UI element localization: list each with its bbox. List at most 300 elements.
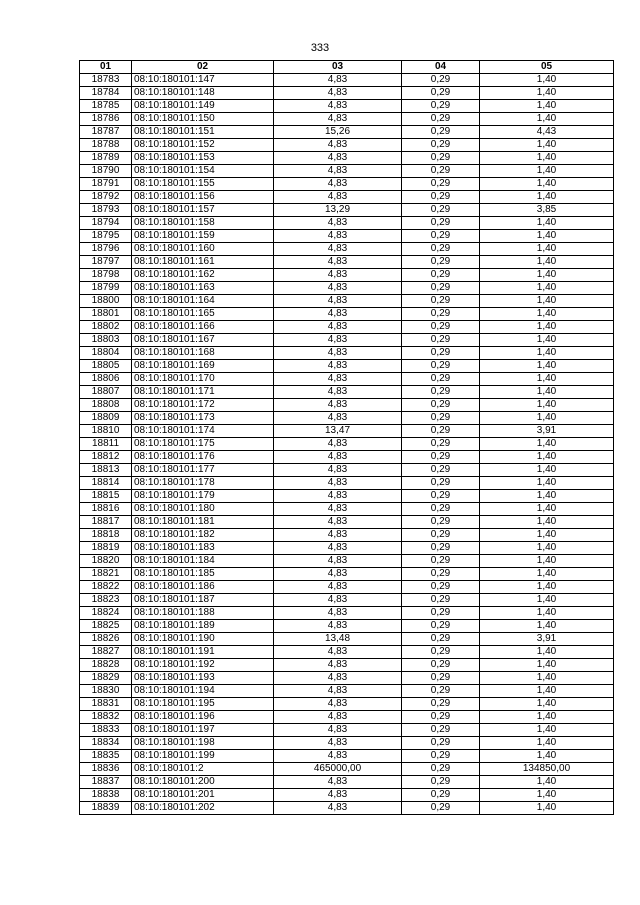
value-04-cell: 0,29 — [402, 126, 480, 139]
row-id-cell: 18830 — [80, 685, 132, 698]
cadastral-number-cell: 08:10:180101:159 — [132, 230, 274, 243]
value-04-cell: 0,29 — [402, 516, 480, 529]
row-id-cell: 18821 — [80, 568, 132, 581]
value-05-cell: 1,40 — [480, 87, 614, 100]
value-04-cell: 0,29 — [402, 334, 480, 347]
table-row — [80, 802, 614, 815]
value-05-cell: 1,40 — [480, 373, 614, 386]
row-id-cell: 18827 — [80, 646, 132, 659]
value-04-cell: 0,29 — [402, 672, 480, 685]
table-row — [80, 399, 614, 412]
value-03-cell: 4,83 — [274, 724, 402, 737]
value-04-cell: 0,29 — [402, 308, 480, 321]
table-row — [80, 334, 614, 347]
table-row — [80, 269, 614, 282]
row-id-cell: 18790 — [80, 165, 132, 178]
page-number: 333 — [310, 42, 330, 54]
value-05-cell: 1,40 — [480, 802, 614, 815]
value-05-cell: 1,40 — [480, 386, 614, 399]
row-id-cell: 18816 — [80, 503, 132, 516]
value-05-cell: 1,40 — [480, 321, 614, 334]
value-05-cell: 1,40 — [480, 646, 614, 659]
value-03-cell: 4,83 — [274, 503, 402, 516]
row-id-cell: 18793 — [80, 204, 132, 217]
value-03-cell: 4,83 — [274, 139, 402, 152]
value-03-cell: 4,83 — [274, 607, 402, 620]
value-04-cell: 0,29 — [402, 295, 480, 308]
value-03-cell: 4,83 — [274, 282, 402, 295]
table-row — [80, 100, 614, 113]
row-id-cell: 18822 — [80, 581, 132, 594]
value-05-cell: 1,40 — [480, 490, 614, 503]
cadastral-number-cell: 08:10:180101:162 — [132, 269, 274, 282]
table-row — [80, 412, 614, 425]
value-04-cell: 0,29 — [402, 217, 480, 230]
value-03-cell: 4,83 — [274, 737, 402, 750]
table-row — [80, 74, 614, 87]
cadastral-number-cell: 08:10:180101:202 — [132, 802, 274, 815]
cadastral-number-cell: 08:10:180101:189 — [132, 620, 274, 633]
value-03-cell: 4,83 — [274, 295, 402, 308]
row-id-cell: 18799 — [80, 282, 132, 295]
cadastral-number-cell: 08:10:180101:195 — [132, 698, 274, 711]
table-row — [80, 516, 614, 529]
value-03-cell: 4,83 — [274, 217, 402, 230]
value-04-cell: 0,29 — [402, 204, 480, 217]
value-03-cell: 4,83 — [274, 659, 402, 672]
value-04-cell: 0,29 — [402, 698, 480, 711]
cadastral-number-cell: 08:10:180101:182 — [132, 529, 274, 542]
value-04-cell: 0,29 — [402, 282, 480, 295]
row-id-cell: 18815 — [80, 490, 132, 503]
value-04-cell: 0,29 — [402, 100, 480, 113]
row-id-cell: 18803 — [80, 334, 132, 347]
value-04-cell: 0,29 — [402, 763, 480, 776]
value-05-cell: 1,40 — [480, 776, 614, 789]
row-id-cell: 18791 — [80, 178, 132, 191]
value-04-cell: 0,29 — [402, 152, 480, 165]
value-05-cell: 1,40 — [480, 477, 614, 490]
value-04-cell: 0,29 — [402, 412, 480, 425]
cadastral-number-cell: 08:10:180101:178 — [132, 477, 274, 490]
value-03-cell: 4,83 — [274, 399, 402, 412]
value-05-cell: 1,40 — [480, 620, 614, 633]
value-05-cell: 1,40 — [480, 308, 614, 321]
value-03-cell: 4,83 — [274, 230, 402, 243]
table-row — [80, 737, 614, 750]
table-row — [80, 529, 614, 542]
value-03-cell: 4,83 — [274, 698, 402, 711]
cadastral-number-cell: 08:10:180101:172 — [132, 399, 274, 412]
table-row — [80, 425, 614, 438]
cadastral-number-cell: 08:10:180101:187 — [132, 594, 274, 607]
value-05-cell: 3,91 — [480, 633, 614, 646]
cadastral-number-cell: 08:10:180101:183 — [132, 542, 274, 555]
value-03-cell: 4,83 — [274, 555, 402, 568]
cadastral-number-cell: 08:10:180101:161 — [132, 256, 274, 269]
table-row — [80, 308, 614, 321]
value-04-cell: 0,29 — [402, 789, 480, 802]
cadastral-number-cell: 08:10:180101:169 — [132, 360, 274, 373]
table-row — [80, 464, 614, 477]
value-03-cell: 4,83 — [274, 789, 402, 802]
value-05-cell: 1,40 — [480, 152, 614, 165]
value-04-cell: 0,29 — [402, 87, 480, 100]
row-id-cell: 18801 — [80, 308, 132, 321]
cadastral-number-cell: 08:10:180101:188 — [132, 607, 274, 620]
cadastral-number-cell: 08:10:180101:200 — [132, 776, 274, 789]
row-id-cell: 18804 — [80, 347, 132, 360]
cadastral-number-cell: 08:10:180101:180 — [132, 503, 274, 516]
value-03-cell: 4,83 — [274, 243, 402, 256]
value-04-cell: 0,29 — [402, 711, 480, 724]
cadastral-number-cell: 08:10:180101:166 — [132, 321, 274, 334]
value-03-cell: 4,83 — [274, 334, 402, 347]
table-row — [80, 724, 614, 737]
cadastral-number-cell: 08:10:180101:181 — [132, 516, 274, 529]
table-row — [80, 386, 614, 399]
value-04-cell: 0,29 — [402, 178, 480, 191]
table-row — [80, 152, 614, 165]
table-row — [80, 542, 614, 555]
value-03-cell: 4,83 — [274, 776, 402, 789]
row-id-cell: 18810 — [80, 425, 132, 438]
value-04-cell: 0,29 — [402, 74, 480, 87]
row-id-cell: 18814 — [80, 477, 132, 490]
row-id-cell: 18805 — [80, 360, 132, 373]
value-03-cell: 15,26 — [274, 126, 402, 139]
value-03-cell: 4,83 — [274, 100, 402, 113]
value-03-cell: 4,83 — [274, 490, 402, 503]
value-03-cell: 4,83 — [274, 178, 402, 191]
table-row — [80, 282, 614, 295]
table-row — [80, 256, 614, 269]
table-row — [80, 126, 614, 139]
table-row — [80, 581, 614, 594]
column-header: 05 — [480, 61, 614, 74]
value-03-cell: 4,83 — [274, 750, 402, 763]
value-04-cell: 0,29 — [402, 776, 480, 789]
table-row — [80, 607, 614, 620]
value-03-cell: 4,83 — [274, 360, 402, 373]
data-table — [79, 60, 614, 815]
row-id-cell: 18787 — [80, 126, 132, 139]
cadastral-number-cell: 08:10:180101:192 — [132, 659, 274, 672]
value-04-cell: 0,29 — [402, 646, 480, 659]
cadastral-number-cell: 08:10:180101:150 — [132, 113, 274, 126]
row-id-cell: 18795 — [80, 230, 132, 243]
cadastral-number-cell: 08:10:180101:167 — [132, 334, 274, 347]
value-04-cell: 0,29 — [402, 542, 480, 555]
value-04-cell: 0,29 — [402, 191, 480, 204]
cadastral-number-cell: 08:10:180101:151 — [132, 126, 274, 139]
table-row — [80, 87, 614, 100]
row-id-cell: 18836 — [80, 763, 132, 776]
value-03-cell: 4,83 — [274, 581, 402, 594]
value-05-cell: 1,40 — [480, 438, 614, 451]
value-03-cell: 4,83 — [274, 542, 402, 555]
row-id-cell: 18828 — [80, 659, 132, 672]
value-03-cell: 4,83 — [274, 711, 402, 724]
table-row — [80, 191, 614, 204]
row-id-cell: 18794 — [80, 217, 132, 230]
value-05-cell: 1,40 — [480, 529, 614, 542]
row-id-cell: 18809 — [80, 412, 132, 425]
row-id-cell: 18800 — [80, 295, 132, 308]
value-05-cell: 1,40 — [480, 659, 614, 672]
value-05-cell: 1,40 — [480, 607, 614, 620]
cadastral-number-cell: 08:10:180101:175 — [132, 438, 274, 451]
row-id-cell: 18797 — [80, 256, 132, 269]
cadastral-number-cell: 08:10:180101:160 — [132, 243, 274, 256]
value-04-cell: 0,29 — [402, 451, 480, 464]
value-04-cell: 0,29 — [402, 438, 480, 451]
cadastral-number-cell: 08:10:180101:191 — [132, 646, 274, 659]
value-03-cell: 13,48 — [274, 633, 402, 646]
cadastral-number-cell: 08:10:180101:179 — [132, 490, 274, 503]
cadastral-number-cell: 08:10:180101:152 — [132, 139, 274, 152]
row-id-cell: 18785 — [80, 100, 132, 113]
value-04-cell: 0,29 — [402, 620, 480, 633]
value-05-cell: 1,40 — [480, 503, 614, 516]
value-04-cell: 0,29 — [402, 724, 480, 737]
value-05-cell: 1,40 — [480, 295, 614, 308]
value-03-cell: 4,83 — [274, 269, 402, 282]
value-05-cell: 1,40 — [480, 724, 614, 737]
row-id-cell: 18839 — [80, 802, 132, 815]
cadastral-number-cell: 08:10:180101:184 — [132, 555, 274, 568]
cadastral-number-cell: 08:10:180101:168 — [132, 347, 274, 360]
value-04-cell: 0,29 — [402, 347, 480, 360]
value-04-cell: 0,29 — [402, 659, 480, 672]
row-id-cell: 18806 — [80, 373, 132, 386]
value-05-cell: 1,40 — [480, 685, 614, 698]
cadastral-number-cell: 08:10:180101:149 — [132, 100, 274, 113]
value-05-cell: 1,40 — [480, 217, 614, 230]
table-row — [80, 776, 614, 789]
value-05-cell: 1,40 — [480, 113, 614, 126]
row-id-cell: 18831 — [80, 698, 132, 711]
table-row — [80, 204, 614, 217]
row-id-cell: 18823 — [80, 594, 132, 607]
table-row — [80, 347, 614, 360]
value-04-cell: 0,29 — [402, 165, 480, 178]
cadastral-number-cell: 08:10:180101:2 — [132, 763, 274, 776]
value-04-cell: 0,29 — [402, 256, 480, 269]
cadastral-number-cell: 08:10:180101:177 — [132, 464, 274, 477]
value-03-cell: 4,83 — [274, 113, 402, 126]
value-03-cell: 4,83 — [274, 802, 402, 815]
value-05-cell: 4,43 — [480, 126, 614, 139]
value-04-cell: 0,29 — [402, 386, 480, 399]
row-id-cell: 18824 — [80, 607, 132, 620]
value-05-cell: 1,40 — [480, 100, 614, 113]
row-id-cell: 18835 — [80, 750, 132, 763]
value-04-cell: 0,29 — [402, 568, 480, 581]
value-03-cell: 4,83 — [274, 594, 402, 607]
value-03-cell: 4,83 — [274, 568, 402, 581]
cadastral-number-cell: 08:10:180101:148 — [132, 87, 274, 100]
table-row — [80, 594, 614, 607]
table-body — [80, 74, 614, 815]
cadastral-number-cell: 08:10:180101:170 — [132, 373, 274, 386]
value-04-cell: 0,29 — [402, 737, 480, 750]
value-03-cell: 4,83 — [274, 516, 402, 529]
value-04-cell: 0,29 — [402, 360, 480, 373]
row-id-cell: 18808 — [80, 399, 132, 412]
row-id-cell: 18807 — [80, 386, 132, 399]
value-03-cell: 13,47 — [274, 425, 402, 438]
value-03-cell: 13,29 — [274, 204, 402, 217]
row-id-cell: 18812 — [80, 451, 132, 464]
value-05-cell: 1,40 — [480, 581, 614, 594]
value-03-cell: 4,83 — [274, 477, 402, 490]
cadastral-number-cell: 08:10:180101:176 — [132, 451, 274, 464]
cadastral-number-cell: 08:10:180101:174 — [132, 425, 274, 438]
table-row — [80, 165, 614, 178]
table-row — [80, 620, 614, 633]
value-05-cell: 1,40 — [480, 542, 614, 555]
cadastral-number-cell: 08:10:180101:186 — [132, 581, 274, 594]
cadastral-number-cell: 08:10:180101:157 — [132, 204, 274, 217]
table-row — [80, 659, 614, 672]
value-03-cell: 4,83 — [274, 165, 402, 178]
table-header-row — [80, 61, 614, 74]
column-header: 02 — [132, 61, 274, 74]
value-04-cell: 0,29 — [402, 633, 480, 646]
row-id-cell: 18813 — [80, 464, 132, 477]
row-id-cell: 18826 — [80, 633, 132, 646]
row-id-cell: 18819 — [80, 542, 132, 555]
table-row — [80, 633, 614, 646]
value-04-cell: 0,29 — [402, 269, 480, 282]
value-05-cell: 3,91 — [480, 425, 614, 438]
value-05-cell: 1,40 — [480, 672, 614, 685]
column-header: 04 — [402, 61, 480, 74]
cadastral-number-cell: 08:10:180101:201 — [132, 789, 274, 802]
value-03-cell: 4,83 — [274, 347, 402, 360]
value-05-cell: 1,40 — [480, 269, 614, 282]
value-05-cell: 1,40 — [480, 347, 614, 360]
value-03-cell: 4,83 — [274, 620, 402, 633]
value-05-cell: 1,40 — [480, 698, 614, 711]
cadastral-number-cell: 08:10:180101:154 — [132, 165, 274, 178]
value-03-cell: 4,83 — [274, 412, 402, 425]
table-row — [80, 750, 614, 763]
value-05-cell: 3,85 — [480, 204, 614, 217]
row-id-cell: 18829 — [80, 672, 132, 685]
table-row — [80, 711, 614, 724]
value-05-cell: 1,40 — [480, 256, 614, 269]
value-05-cell: 1,40 — [480, 464, 614, 477]
value-05-cell: 1,40 — [480, 178, 614, 191]
value-05-cell: 1,40 — [480, 334, 614, 347]
value-03-cell: 4,83 — [274, 152, 402, 165]
cadastral-number-cell: 08:10:180101:164 — [132, 295, 274, 308]
row-id-cell: 18802 — [80, 321, 132, 334]
value-05-cell: 1,40 — [480, 74, 614, 87]
value-03-cell: 4,83 — [274, 386, 402, 399]
row-id-cell: 18834 — [80, 737, 132, 750]
table-row — [80, 789, 614, 802]
table-row — [80, 243, 614, 256]
table-row — [80, 438, 614, 451]
table-row — [80, 451, 614, 464]
value-04-cell: 0,29 — [402, 607, 480, 620]
cadastral-number-cell: 08:10:180101:156 — [132, 191, 274, 204]
row-id-cell: 18817 — [80, 516, 132, 529]
cadastral-number-cell: 08:10:180101:171 — [132, 386, 274, 399]
value-03-cell: 4,83 — [274, 87, 402, 100]
value-05-cell: 1,40 — [480, 139, 614, 152]
row-id-cell: 18789 — [80, 152, 132, 165]
value-03-cell: 4,83 — [274, 308, 402, 321]
value-05-cell: 1,40 — [480, 243, 614, 256]
value-04-cell: 0,29 — [402, 529, 480, 542]
value-03-cell: 4,83 — [274, 74, 402, 87]
value-05-cell: 1,40 — [480, 451, 614, 464]
row-id-cell: 18818 — [80, 529, 132, 542]
value-04-cell: 0,29 — [402, 594, 480, 607]
value-05-cell: 1,40 — [480, 360, 614, 373]
value-05-cell: 1,40 — [480, 412, 614, 425]
table-row — [80, 490, 614, 503]
cadastral-number-cell: 08:10:180101:153 — [132, 152, 274, 165]
table-row — [80, 698, 614, 711]
value-04-cell: 0,29 — [402, 230, 480, 243]
value-03-cell: 465000,00 — [274, 763, 402, 776]
value-04-cell: 0,29 — [402, 399, 480, 412]
row-id-cell: 18788 — [80, 139, 132, 152]
column-header: 01 — [80, 61, 132, 74]
cadastral-number-cell: 08:10:180101:190 — [132, 633, 274, 646]
row-id-cell: 18783 — [80, 74, 132, 87]
value-03-cell: 4,83 — [274, 321, 402, 334]
value-05-cell: 1,40 — [480, 555, 614, 568]
table-row — [80, 685, 614, 698]
row-id-cell: 18784 — [80, 87, 132, 100]
value-04-cell: 0,29 — [402, 321, 480, 334]
cadastral-number-cell: 08:10:180101:155 — [132, 178, 274, 191]
table-row — [80, 477, 614, 490]
column-header: 03 — [274, 61, 402, 74]
value-04-cell: 0,29 — [402, 503, 480, 516]
cadastral-number-cell: 08:10:180101:197 — [132, 724, 274, 737]
table-row — [80, 230, 614, 243]
row-id-cell: 18833 — [80, 724, 132, 737]
cadastral-number-cell: 08:10:180101:158 — [132, 217, 274, 230]
value-05-cell: 1,40 — [480, 165, 614, 178]
row-id-cell: 18820 — [80, 555, 132, 568]
value-05-cell: 1,40 — [480, 750, 614, 763]
value-04-cell: 0,29 — [402, 581, 480, 594]
row-id-cell: 18786 — [80, 113, 132, 126]
cadastral-number-cell: 08:10:180101:165 — [132, 308, 274, 321]
table-row — [80, 555, 614, 568]
table-row — [80, 295, 614, 308]
value-04-cell: 0,29 — [402, 425, 480, 438]
cadastral-number-cell: 08:10:180101:185 — [132, 568, 274, 581]
cadastral-number-cell: 08:10:180101:163 — [132, 282, 274, 295]
table-row — [80, 360, 614, 373]
table-row — [80, 113, 614, 126]
value-04-cell: 0,29 — [402, 477, 480, 490]
table-row — [80, 373, 614, 386]
table-row — [80, 568, 614, 581]
row-id-cell: 18798 — [80, 269, 132, 282]
value-05-cell: 1,40 — [480, 399, 614, 412]
table-row — [80, 503, 614, 516]
